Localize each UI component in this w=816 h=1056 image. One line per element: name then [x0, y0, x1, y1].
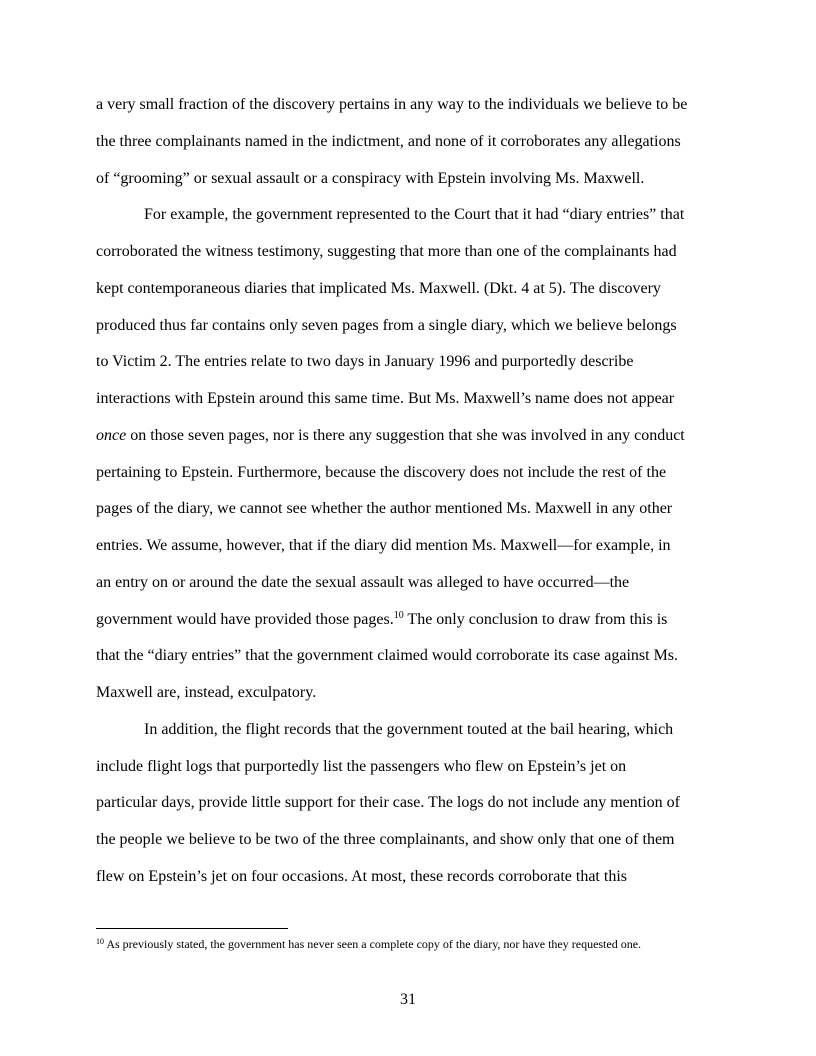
footnote-separator: [96, 928, 288, 929]
body-line-18: In addition, the flight records that the government touted at the bail hearing, which: [144, 721, 674, 738]
body-line-10-text: on those seven pages, nor is there any suggestion that she was involved in any conduct: [126, 427, 685, 444]
body-line-9: interactions with Epstein around this same time. But Ms. Maxwell’s name does not appear: [96, 390, 675, 407]
body-line-5: corroborated the witness testimony, suggesting that more than one of the complainants had: [96, 243, 677, 260]
body-line-19: include flight logs that purportedly list the passengers who flew on Epstein’s jet on: [96, 758, 627, 775]
page-number: 31: [400, 991, 416, 1008]
body-line-3: of “grooming” or sexual assault or a conspiracy with Epstein involving Ms. Maxwell.: [96, 170, 645, 187]
body-line-21: the people we believe to be two of the three complainants, and show only that one of them: [96, 831, 675, 848]
body-line-22: flew on Epstein’s jet on four occasions. At most, these records corroborate that this: [96, 868, 627, 885]
footnote-reference[interactable]: 10: [393, 610, 404, 621]
emphasis-once: once: [96, 427, 127, 444]
body-line-20: particular days, provide little support for their case. The logs do not include any mention of: [96, 794, 680, 811]
body-line-15-continuation: The only conclusion to draw from this is: [403, 611, 668, 628]
footnote-text: As previously stated, the government has never seen a complete copy of the diary, nor have they requested one.: [104, 937, 642, 951]
body-line-10: [96, 426, 685, 446]
body-line-1: a very small fraction of the discovery pertains in any way to the individuals we believe to be: [96, 96, 688, 113]
body-line-7: produced thus far contains only seven pages from a single diary, which we believe belongs: [96, 317, 677, 334]
footnote: [96, 936, 641, 952]
body-line-8: to Victim 2. The entries relate to two days in January 1996 and purportedly describe: [96, 353, 634, 370]
body-line-15: [96, 610, 667, 630]
body-line-16: that the “diary entries” that the government claimed would corroborate its case against Ms.: [96, 647, 679, 664]
body-line-17: Maxwell are, instead, exculpatory.: [96, 684, 317, 701]
body-line-6: kept contemporaneous diaries that implicated Ms. Maxwell. (Dkt. 4 at 5). The discovery: [96, 280, 661, 297]
body-line-2: the three complainants named in the indictment, and none of it corroborates any allegations: [96, 133, 681, 150]
body-line-4: For example, the government represented to the Court that it had “diary entries” that: [144, 206, 685, 223]
body-line-12: pages of the diary, we cannot see whether the author mentioned Ms. Maxwell in any other: [96, 500, 673, 517]
body-line-15-text: government would have provided those pages.: [96, 611, 394, 628]
body-line-11: pertaining to Epstein. Furthermore, because the discovery does not include the rest of the: [96, 464, 667, 481]
footnote-number: 10: [96, 937, 104, 946]
body-line-14: an entry on or around the date the sexual assault was alleged to have occurred—the: [96, 574, 630, 591]
body-line-13: entries. We assume, however, that if the diary did mention Ms. Maxwell—for example, in: [96, 537, 671, 554]
